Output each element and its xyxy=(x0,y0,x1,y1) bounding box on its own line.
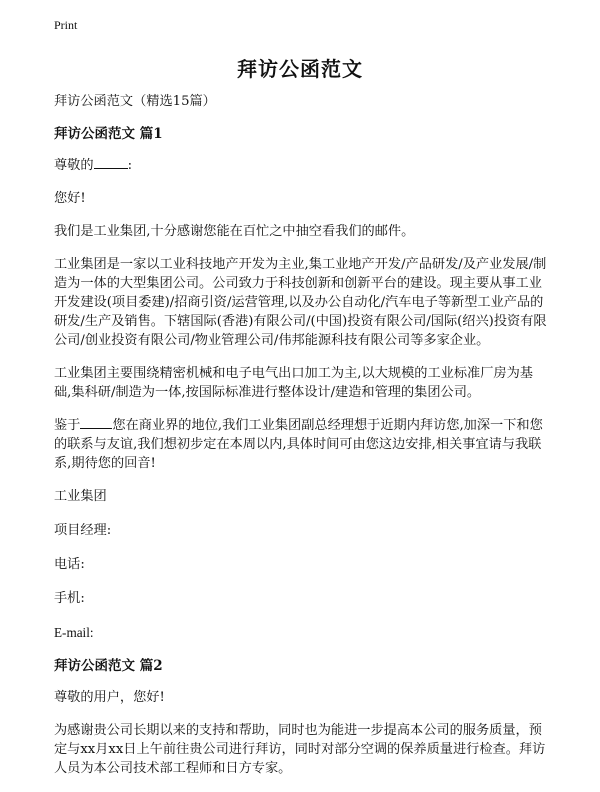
signature-phone: 电话: xyxy=(54,557,85,572)
letter1-salutation xyxy=(54,156,550,175)
letter1-paragraph-2: 工业集团是一家以工业科技地产开发为主业,集工业地产开发/产品研发/及产业发展/制造为一体的大型集团公司。公司致力于科技创新和创新平台的建设。现主要从事工业开发建设(项目委建)/招商引资/运营管理,以及办公自动化/汽车电子等新型工业产品的研发/生产及销售。下辖国际(香港)有限公司/(中国)投资有限公司/国际(绍兴)投资有限公司/创业投资有限公司/物业管理公司/伟邦能源科技有限公司等多家企业。 xyxy=(54,257,547,348)
letter2-paragraph-1: 为感谢贵公司长期以来的支持和帮助，同时也为能进一步提高本公司的服务质量，预定与xx月xx日上午前往贵公司进行拜访，同时对部分空调的保养质量进行检查。拜访人员为本公司技术部工程师和日方专家。 xyxy=(54,723,546,776)
letter1-paragraph-3: 工业集团主要围绕精密机械和电子电气出口加工为主,以大规模的工业标准厂房为基础,集科研/制造为一体,按国际标准进行整体设计/建造和管理的集团公司。 xyxy=(54,366,533,400)
signature-company: 工业集团 xyxy=(54,489,107,504)
letter1-heading: 拜访公函范文 篇1 xyxy=(54,126,163,142)
salutation-prefix: 尊敬的 xyxy=(54,158,94,173)
document-title: 拜访公函范文 xyxy=(237,57,363,81)
print-label: Print xyxy=(54,18,78,32)
letter1-paragraph-4 xyxy=(54,416,550,473)
signature-email: E-mail: xyxy=(54,625,94,640)
para4-blank xyxy=(80,416,112,429)
letter2-greeting: 尊敬的用户，您好! xyxy=(54,690,165,705)
letter1-paragraph-1: 我们是工业集团,十分感谢您能在百忙之中抽空看我们的邮件。 xyxy=(54,224,415,239)
para4-prefix: 鉴于 xyxy=(54,418,81,433)
letter2-heading: 拜访公函范文 篇2 xyxy=(54,658,163,674)
salutation-suffix: : xyxy=(127,158,133,173)
signature-mobile: 手机: xyxy=(54,591,85,606)
signature-manager: 项目经理: xyxy=(54,523,112,538)
para4-suffix: 您在商业界的地位,我们工业集团副总经理想于近期内拜访您,加深一下和您的联系与友谊,我们想初步定在本周以内,具体时间可由您这边安排,相关事宜请与我联系,期待您的回音! xyxy=(54,418,543,471)
intro-line: 拜访公函范文（精选15篇） xyxy=(54,94,216,109)
letter1-signature xyxy=(54,487,550,642)
salutation-blank xyxy=(94,156,128,169)
document-body xyxy=(54,92,550,792)
letter1-greeting: 您好! xyxy=(54,191,86,206)
